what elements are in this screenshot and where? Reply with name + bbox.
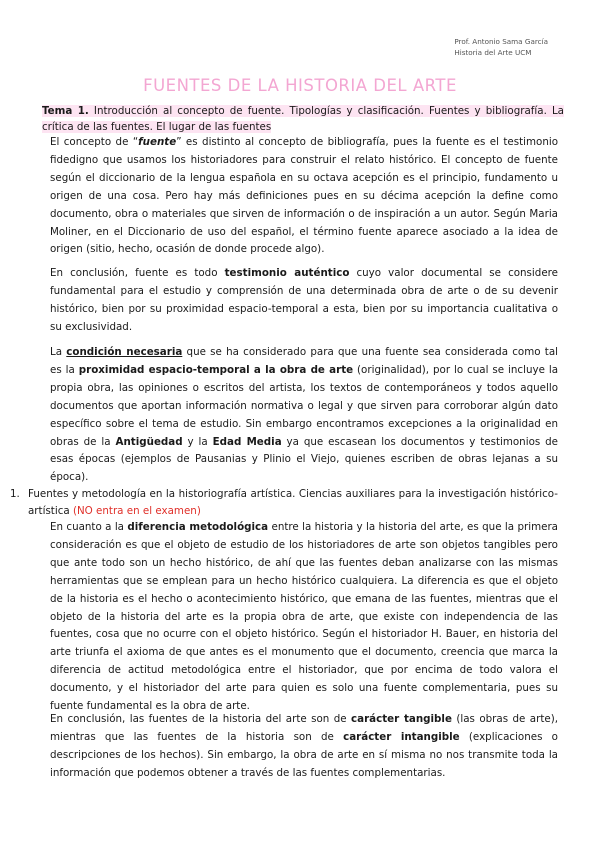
- topic-text: Introducción al concepto de fuente. Tipologías y clasificación. Fuentes y bibliografía. La crítica de las fuentes. El lugar de las fuentes: [42, 105, 564, 133]
- emphasis-intangible: carácter intangible: [343, 730, 460, 743]
- exam-note: (NO entra en el examen): [72, 505, 201, 517]
- text-run: En cuanto a la: [50, 521, 128, 533]
- text-run: entre la historia y la historia del arte, es que la primera consideración es que el objeto de estudio de los historiadores de arte son objetos tangibles pero que ante todo son un hecho histórico, de ahí que las fuentes deban analizarse con las mismas herramientas que se emplean para un hecho histórico cualquiera. La diferencia es que el objeto de la historia es el hecho o acontecimiento histórico, que emana de las fuentes, mientras que el objeto de la historia del arte es la propia obra de arte, que existe con independencia de las fuentes, cosa que no ocurre con el objeto histórico. Según el historiador H. Bauer, en historia del arte triunfa el axioma de que antes es el monumento que el documento, creencia que marca la diferencia de actitud metodológica entre el historiador, que por encima de todo valora el documento, y el historiador del arte para quien es solo una fuente complementaria, pues su fuente fundamental es la obra de arte.: [50, 521, 558, 713]
- section-number: 1.: [10, 488, 20, 500]
- emphasis-diferencia: diferencia metodológica: [127, 521, 269, 533]
- text-run: (explicaciones o descripciones de los hechos). Sin embargo, la obra de arte en sí misma no nos transmite toda la información que podemos obtener a través de las fuentes complementarias.: [50, 730, 558, 779]
- text-run: y la: [182, 435, 213, 448]
- topic-label: Tema 1.: [42, 105, 89, 117]
- paragraph-conclusion-fuente: [50, 265, 558, 337]
- text-run: La: [50, 346, 67, 358]
- document-title: FUENTES DE LA HISTORIA DEL ARTE: [143, 76, 457, 95]
- paragraph-conclusion-tangible: [50, 711, 558, 783]
- topic-heading: [42, 104, 564, 135]
- text-run: ” es distinto al concepto de bibliografía, pues la fuente es el testimonio fidedigno que usamos los historiadores para construir el relato histórico. El concepto de fuente según el diccionario de la lengua española en su octava acepción es el principio, fundamento u origen de una cosa. Pero hay más definiciones pues en su décima acepción la define como documento, obra o materiales que sirven de información o de inspiración a un autor. Según Maria Moliner, en el Diccionario de uso del español, el término fuente aparece asociado a la idea de origen (sitio, hecho, ocasión de donde procede algo).: [50, 136, 558, 256]
- text-run: cuyo valor documental se considere fundamental para el estudio y comprensión de una determinada obra de arte o de su devenir histórico, bien por su proximidad espacio-temporal a esta, bien por su importancia cualitativa o su exclusividad.: [50, 267, 558, 333]
- paragraph-condicion-necesaria: [50, 344, 558, 487]
- author-name: Prof. Antonio Sama García: [454, 37, 548, 46]
- text-run: ya que escasean los documentos y testimonios de esas épocas (ejemplos de Pausanias y Plinio el Viejo, quienes escriben de obras lejanas a su época).: [50, 435, 559, 484]
- section-1-heading: [10, 486, 558, 520]
- author-header: [454, 36, 548, 58]
- emphasis-condicion: condición necesaria: [66, 346, 183, 358]
- text-run: En conclusión, fuente es todo: [50, 267, 225, 279]
- text-run: (originalidad), por lo cual se incluye la propia obra, las opiniones o escritos del artista, los textos de contemporáneos y todos aquello documentos que aportan información normativa o legal y que sirven para corroborar algún dato específico sobre el tema de estudio. Sin embargo encontramos excepciones a la originalidad en obras de la: [50, 363, 559, 448]
- emphasis-testimonio: testimonio auténtico: [224, 267, 350, 279]
- topic-highlight: [42, 105, 564, 133]
- emphasis-fuente: fuente: [138, 136, 177, 148]
- emphasis-tangible: carácter tangible: [351, 713, 452, 725]
- text-run: que se ha considerado para que una fuente sea considerada como tal es la: [50, 346, 558, 376]
- emphasis-edad-media: Edad Media: [212, 435, 282, 448]
- emphasis-proximidad: proximidad espacio-temporal a la obra de arte: [78, 363, 354, 376]
- paragraph-diferencia-metodologica: [50, 519, 558, 716]
- emphasis-antiguedad: Antigüedad: [115, 435, 183, 448]
- section-title: Fuentes y metodología en la historiografía artística. Ciencias auxiliares para la investigación histórico-artística: [28, 488, 558, 517]
- paragraph-fuente-definition: [50, 134, 558, 259]
- text-run: El concepto de “: [50, 136, 139, 148]
- text-run: En conclusión, las fuentes de la historia del arte son de: [50, 713, 352, 725]
- text-run: (las obras de arte), mientras que las fuentes de la historia son de: [50, 713, 558, 743]
- course-name: Historia del Arte UCM: [454, 48, 532, 57]
